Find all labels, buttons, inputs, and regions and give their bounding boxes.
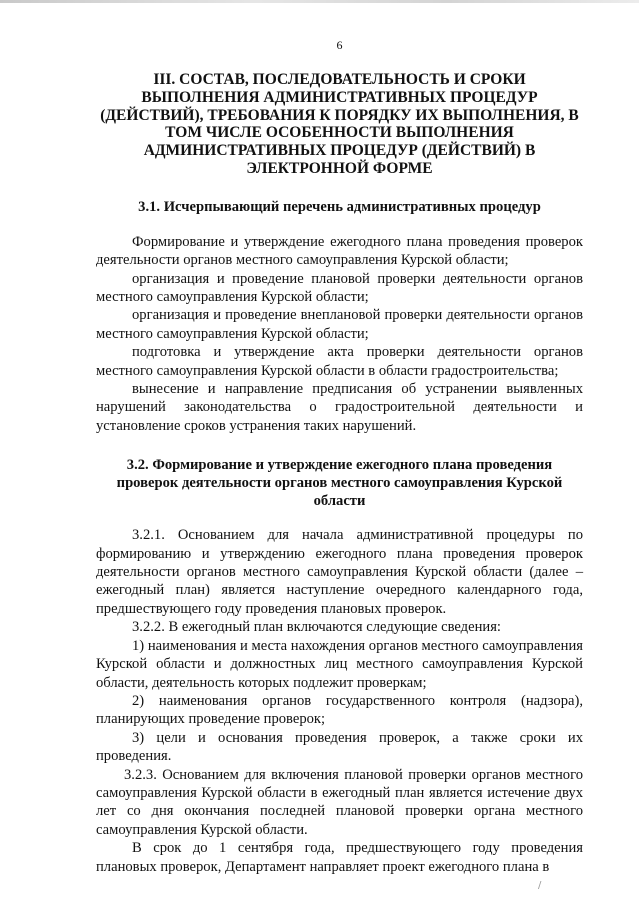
section-3-2-body <box>96 526 583 876</box>
scan-edge <box>0 0 639 3</box>
page-number: 6 <box>336 38 343 52</box>
document-page <box>96 38 583 876</box>
section-title-3-1: 3.1. Исчерпывающий перечень административных процедур <box>138 198 541 215</box>
paragraph: 3.2.1. Основанием для начала административной процедуры по формированию и утверждению ежегодного плана проведения проверок деятельности органов местного самоуправления Курской области (далее – ежегодный план) является наступление очередного календарного года, предшествующего году проведения плановых проверок. <box>96 527 583 617</box>
paragraph: 3.2.3. Основанием для включения плановой проверки органов местного самоуправления Курской области в ежегодный план является истечение двух лет со дня окончания последней плановой проверки органа местного самоуправления Курской области. <box>96 766 583 838</box>
paragraph: 1) наименования и места нахождения органов местного самоуправления Курской области и должностных лиц местного самоуправления Курской области, деятельность которых подлежит проверкам; <box>96 637 583 691</box>
paragraph: 3.2.2. В ежегодный план включаются следующие сведения: <box>132 619 501 636</box>
paragraph: Формирование и утверждение ежегодного плана проведения проверок деятельности органов местного самоуправления Курской области; <box>96 233 583 269</box>
section-3-1-body <box>96 233 583 435</box>
paragraph: организация и проведение плановой проверки деятельности органов местного самоуправления Курской области; <box>96 270 583 305</box>
chapter-title: III. СОСТАВ, ПОСЛЕДОВАТЕЛЬНОСТЬ И СРОКИ ВЫПОЛНЕНИЯ АДМИНИСТРАТИВНЫХ ПРОЦЕДУР (ДЕЙСТВИЙ), ТРЕБОВАНИЯ К ПОРЯДКУ ИХ ВЫПОЛНЕНИЯ, В ТОМ ЧИСЛЕ ОСОБЕННОСТИ ВЫПОЛНЕНИЯ АДМИНИСТРАТИВНЫХ ПРОЦЕДУР (ДЕЙСТВИЙ) В ЭЛЕКТРОННОЙ ФОРМЕ <box>100 71 579 177</box>
paragraph: 3) цели и основания проведения проверок, а также сроки их проведения. <box>96 729 583 765</box>
paragraph: организация и проведение внеплановой проверки деятельности органов местного самоуправления Курской области; <box>96 307 583 342</box>
paragraph: подготовка и утверждение акта проверки деятельности органов местного самоуправления Курской области в области градостроительства; <box>96 344 583 379</box>
paragraph: вынесение и направление предписания об устранении выявленных нарушений законодательства о градостроительной деятельности и установление сроков устранения таких нарушений. <box>96 381 583 434</box>
section-title-3-2: 3.2. Формирование и утверждение ежегодного плана проведения проверок деятельности органов местного самоуправления Курской области <box>116 457 563 510</box>
paragraph: В срок до 1 сентября года, предшествующего году проведения плановых проверок, Департамент направляет проект ежегодного плана в <box>96 840 583 875</box>
scan-mark: / <box>538 880 542 891</box>
paragraph: 2) наименования органов государственного контроля (надзора), планирующих проведение проверок; <box>96 692 583 728</box>
